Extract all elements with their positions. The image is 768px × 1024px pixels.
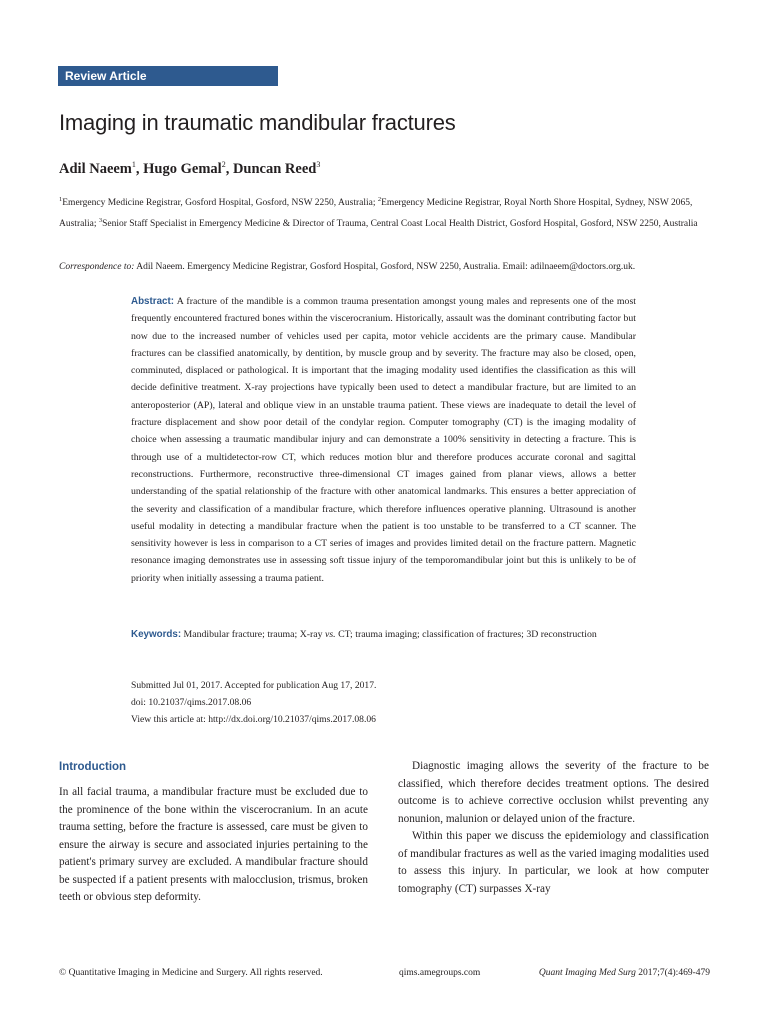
keywords-text-before: Mandibular fracture; trauma; X-ray xyxy=(183,629,323,640)
paragraph: Within this paper we discuss the epidemiology and classification of mandibular fractures as well as the varied imaging modalities used to assess this injury. In particular, we look at how computer tomography (CT) surpasses X-ray xyxy=(398,830,709,895)
correspondence-text: Adil Naeem. Emergency Medicine Registrar, Gosford Hospital, Gosford, NSW 2250, Australia. Email: adilnaeem@doctors.org.uk. xyxy=(136,262,636,272)
article-type-badge: Review Article xyxy=(58,66,278,86)
page-footer xyxy=(59,966,710,980)
author-name[interactable]: Adil Naeem xyxy=(59,160,132,177)
journal-name: Quant Imaging Med Surg xyxy=(538,968,636,978)
keywords-text-after: CT; trauma imaging; classification of fractures; 3D reconstruction xyxy=(338,629,597,640)
body-column-right xyxy=(398,758,709,898)
author-affiliation-marker: 3 xyxy=(316,160,321,169)
submission-dates: Submitted Jul 01, 2017. Accepted for publication Aug 17, 2017. xyxy=(131,680,377,691)
body-column-left xyxy=(59,784,368,907)
affiliations: $^1$Emergency Medicine Registrar, Gosford Hospital, Gosford, NSW 2250, Australia; $^2$Emergency Medicine Registrar, Royal North Shore Hospital, Sydney, NSW 2065, Australia; $^3$Senior Staff Specialist in Emergency Medicine & Director of Trauma, Central Coast Local Health District, Gosford Hospital, Gosford, NSW 2250, Australia xyxy=(59,196,698,230)
author-name[interactable]: Duncan Reed xyxy=(232,160,317,177)
affiliation-2: Emergency Medicine Registrar, Royal North Shore Hospital, Sydney, NSW 2065, Australia; xyxy=(59,198,693,230)
author-affiliation-marker: 2 xyxy=(221,160,226,169)
author-affiliation-marker: 1 xyxy=(131,160,136,169)
paragraph: In all facial trauma, a mandibular fracture must be excluded due to the prominence of the bone within the viscerocranium. In an acute trauma setting, before the fracture is assessed, care must be given to ensure the airway is secure and associated injuries pertaining to the patient's primary survey are excluded. A mandibular fracture should be suspected if a patient presents with malocclusion, trismus, broken teeth or obvious step deformity. xyxy=(59,786,368,903)
journal-citation xyxy=(539,966,710,980)
article-title: Imaging in traumatic mandibular fractures xyxy=(59,110,456,135)
correspondence-label: Correspondence to: xyxy=(59,262,135,272)
keywords-label: Keywords: xyxy=(131,629,182,640)
affiliation-1: Emergency Medicine Registrar, Gosford Hospital, Gosford, NSW 2250, Australia; xyxy=(62,198,376,209)
doi[interactable]: doi: 10.21037/qims.2017.08.06 xyxy=(131,697,252,708)
author-list: Adil Naeem$^1$, Hugo Gemal$^2$, Duncan Reed$^3$ xyxy=(59,160,321,177)
journal-site[interactable]: qims.amegroups.com xyxy=(399,968,481,978)
abstract-text: A fracture of the mandible is a common trauma presentation amongst young males and represents one of the most frequently encountered fractured bones within the viscerocranium. Historically, assault was the dominant contributing factor but now due to the increased number of vehicles used per capita, motor vehicle accidents are the primary cause. Mandibular fractures can be classified anatomically, by dentition, by muscle group and by severity. The fracture may also be closed, open, comminuted, displaced or pathological. It is important that the imaging modality used identifies the classification as this will decide definitive treatment. X-ray projections have typically been used to detect a mandibular fracture, but are limited to an anteroposterior (AP), lateral and oblique view in an unstable trauma patient. These views are inadequate to detail the level of fracture displacement and show poor detail of the condylar region. Computer tomography (CT) is the imaging modality of choice when assessing a traumatic mandibular injury and can demonstrate a 100% sensitivity in detecting a fracture. This is through use of a multidetector-row CT, which reduces motion blur and therefore produces accurate coronal and sagittal reconstructions. Furthermore, reconstructive three-dimensional CT images gained from planar views, allows a better understanding of the spatial relationship of the fracture with other anatomical landmarks. This ensures a better appreciation of the severity and classification of a mandibular fracture, which therefore influences operative planning. Ultrasound is another useful modality in detecting a mandibular fracture when the patient is too unstable to be transferred to a CT scanner. The sensitivity however is less in comparison to a CT series of images and provides limited detail on the fracture pattern. Magnetic resonance imaging demonstrates use in assessing soft tissue injury of the temporomandibular joint but this is unlikely to be of priority when initially assessing a trauma patient. xyxy=(131,296,636,584)
correspondence xyxy=(59,259,719,275)
keywords-vs: vs. xyxy=(325,629,336,640)
abstract-label: Abstract: xyxy=(131,296,175,307)
publication-metadata xyxy=(131,677,636,728)
keywords xyxy=(131,626,636,644)
author-name[interactable]: Hugo Gemal xyxy=(143,160,222,177)
abstract xyxy=(131,293,636,587)
introduction-heading: Introduction xyxy=(59,761,127,773)
paragraph: Diagnostic imaging allows the severity of the fracture to be classified, which therefore decides treatment options. The desired outcome is to achieve corrective occlusion whilst preventing any nonunion, malunion or delayed union of the fracture. xyxy=(398,760,709,825)
copyright: © Quantitative Imaging in Medicine and Surgery. All rights reserved. xyxy=(59,968,323,978)
affiliation-3: Senior Staff Specialist in Emergency Medicine & Director of Trauma, Central Coast Local Health District, Gosford Hospital, Gosford, NSW 2250, Australia xyxy=(102,219,698,230)
citation-volume: 2017;7(4):469-479 xyxy=(638,968,710,978)
article-link[interactable]: View this article at: http://dx.doi.org/10.21037/qims.2017.08.06 xyxy=(131,714,376,725)
